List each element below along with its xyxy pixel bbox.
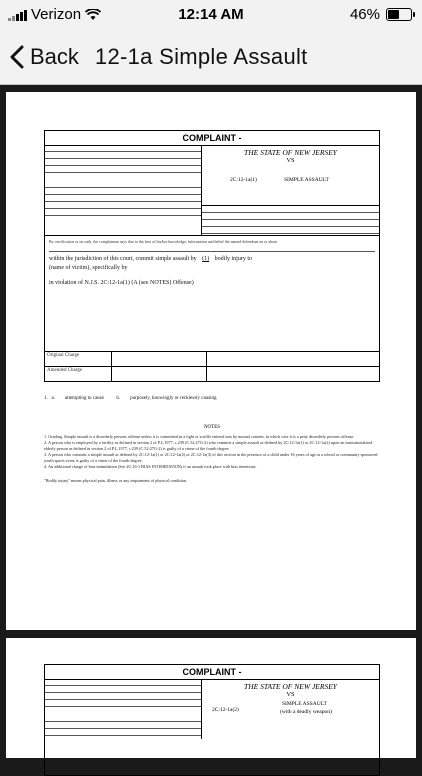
- complaint-form: COMPLAINT - THE STATE OF NEW JERSEY VS 2C:12-1a(1) SIMPLE ASSAULT By certification or on oath, the complainant says that to the best of his/her knowledge, information and belief the named defendant on or about within the jurisdiction of this court, commit simple assault by (1) bodily injury to (name of victim), specifically by in violation of N.J.S. 2C:12-1a(1) (A (see NOTES) Offense) Original Charge Amended Charge: [44, 130, 380, 382]
- complaint-form: [44, 664, 380, 776]
- offense: SIMPLE ASSAULT: [284, 177, 329, 183]
- header-grid: [45, 145, 201, 173]
- statute: 2C:12-1a(1): [230, 177, 257, 183]
- offense: SIMPLE ASSAULT: [282, 701, 327, 707]
- battery-icon: [386, 8, 412, 21]
- bodily-injury-definition: "Bodily injury" means physical pain, illness or any impairment of physical condition.: [44, 478, 188, 483]
- original-charge-label: Original Charge: [45, 352, 112, 366]
- case-caption: [201, 145, 379, 205]
- form-title: COMPLAINT -: [45, 131, 379, 146]
- notes-title: NOTES: [203, 425, 221, 430]
- clock: 12:14 AM: [178, 6, 244, 23]
- form-title: COMPLAINT -: [45, 665, 379, 680]
- note-item: 4. An additional charge of bias intimidation (See 2C:16-1 BIAS INTIMIDATION) if an assault took place with bias intentions.: [44, 464, 257, 469]
- back-button[interactable]: [10, 44, 79, 70]
- back-label: Back: [30, 44, 79, 69]
- versus: VS: [286, 157, 295, 164]
- document-page-1[interactable]: [6, 92, 416, 630]
- note-item: 1. Grading. Simple assault is a disorderly persons offense unless it is committed in a fight or scuffle entered into by mutual consent, in which case it is a petty disorderly persons offense.: [44, 434, 355, 439]
- statute: 2C:12-1a(2): [212, 707, 239, 713]
- carrier-name: Verizon: [31, 6, 82, 23]
- navigation-bar: [0, 30, 422, 85]
- jurisdiction-text: within the jurisdiction of this court, commit simple assault by: [49, 256, 197, 262]
- offense-qualifier: (with a deadly weapon): [280, 709, 332, 715]
- amended-charge-label: Amended Charge: [45, 367, 112, 382]
- case-caption: [201, 679, 379, 739]
- chevron-left-icon: [10, 45, 24, 69]
- versus: VS: [286, 691, 295, 698]
- blank-field: (1): [202, 256, 210, 262]
- item-a: 1. a. attempting to cause b. purposely, knowingly or recklessly causing: [44, 396, 217, 401]
- bodily-injury-text: bodily injury to: [214, 256, 252, 262]
- note-item: 3. A person who commits a simple assault as defined by 2C:12-1a(1) or 2C:12-1a(2) or 2C:12-1a(3) of this section in the presence of a child under 16 years of age at a school or community sponsored youth sports event is guilty of a crime of the fourth degree.: [44, 452, 378, 463]
- state-name: THE STATE OF NEW JERSEY: [244, 682, 337, 691]
- note-item: 2. A person who is employed by a facility as defined in section 2 of P.L.1977, c.239 (C.52:27G-2) who commits a simple assault as defined by 2C:12-1a(1) or 2C:12-1a(2) upon an institutionalized elderly person as defined in section 2 of P.L.1977, c.239 (C.52:27G-2) is guilty of a crime of the fourth degree.: [44, 440, 373, 451]
- document-page-2[interactable]: [6, 638, 416, 758]
- victim-text: (name of victim), specifically by: [49, 265, 128, 271]
- notes-list: [44, 434, 380, 470]
- violation-text: in violation of N.J.S. 2C:12-1a(1) (A (see NOTES) Offense): [49, 280, 194, 286]
- status-bar: [0, 0, 422, 30]
- page-title: 12-1a Simple Assault: [94, 44, 308, 69]
- battery-percent: 46%: [349, 6, 380, 23]
- state-name: THE STATE OF NEW JERSEY: [244, 148, 337, 157]
